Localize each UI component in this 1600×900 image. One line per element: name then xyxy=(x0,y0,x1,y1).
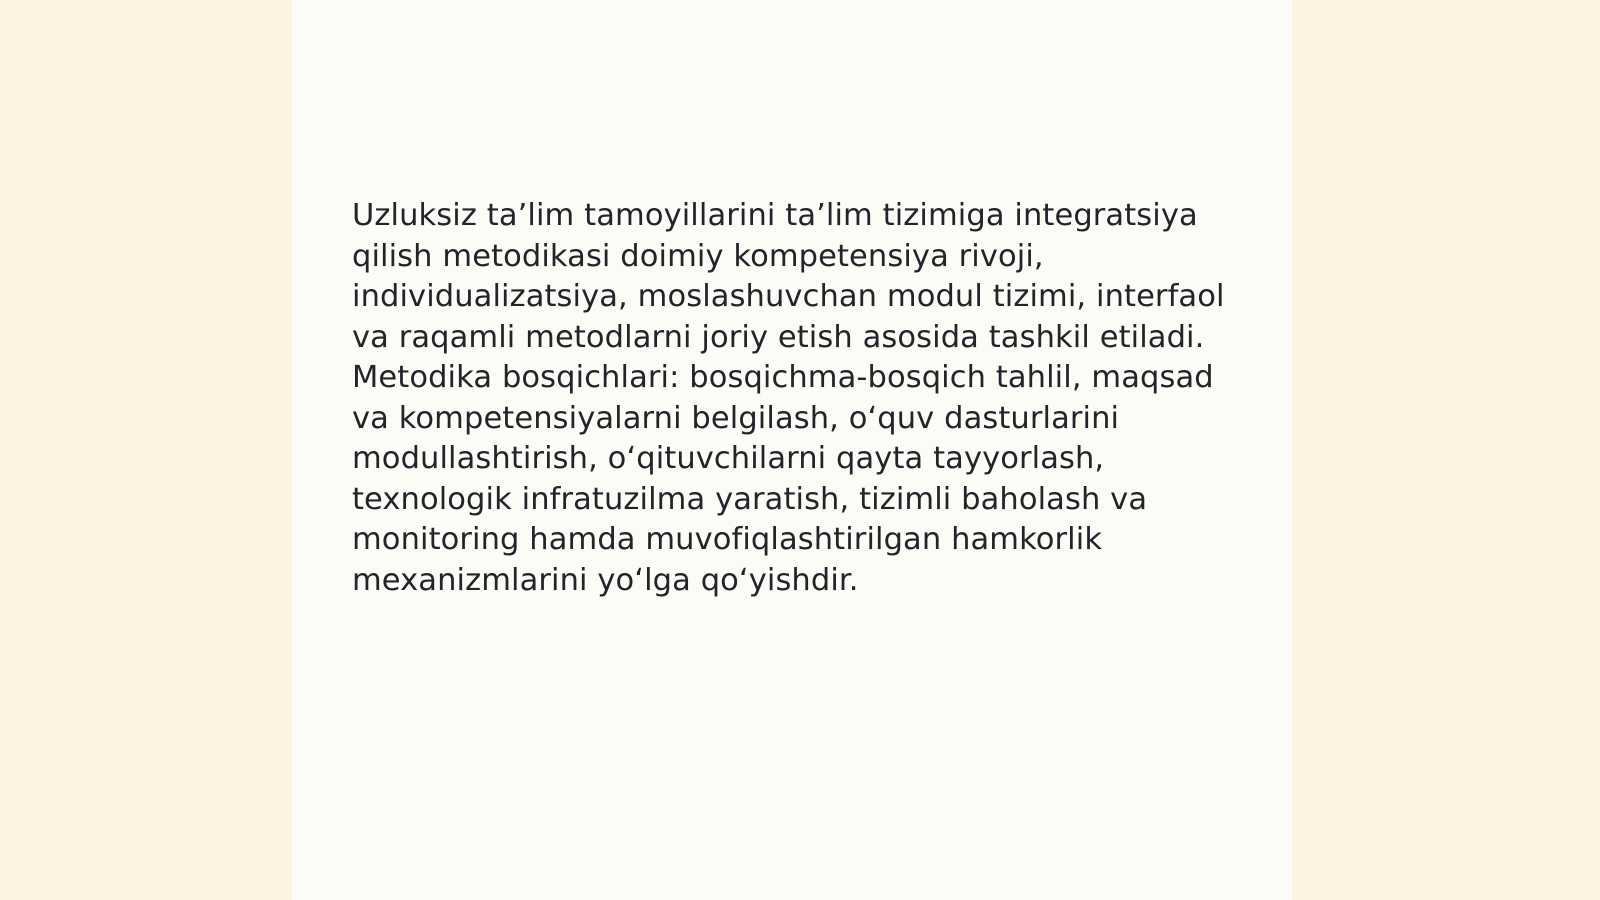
document-sheet xyxy=(292,0,1292,900)
body-paragraph: Uzluksiz ta’lim tamoyillarini ta’lim tizimiga integratsiya qilish metodikasi doimiy kompetensiya rivoji, individualizatsiya, moslashuvchan modul tizimi, interfaol va raqamli metodlarni joriy etish asosida tashkil etiladi. Metodika bosqichlari: bosqichma-bosqich tahlil, maqsad va kompetensiyalarni belgilash, o‘quv dasturlarini modullashtirish, o‘qituvchilarni qayta tayyorlash, texnologik infratuzilma yaratish, tizimli baholash va monitoring hamda muvofiqlashtirilgan hamkorlik mexanizmlarini yo‘lga qo‘yishdir. xyxy=(352,198,1235,598)
page-margin-right xyxy=(1292,0,1600,900)
page-margin-left xyxy=(0,0,292,900)
text-block xyxy=(352,196,1235,601)
